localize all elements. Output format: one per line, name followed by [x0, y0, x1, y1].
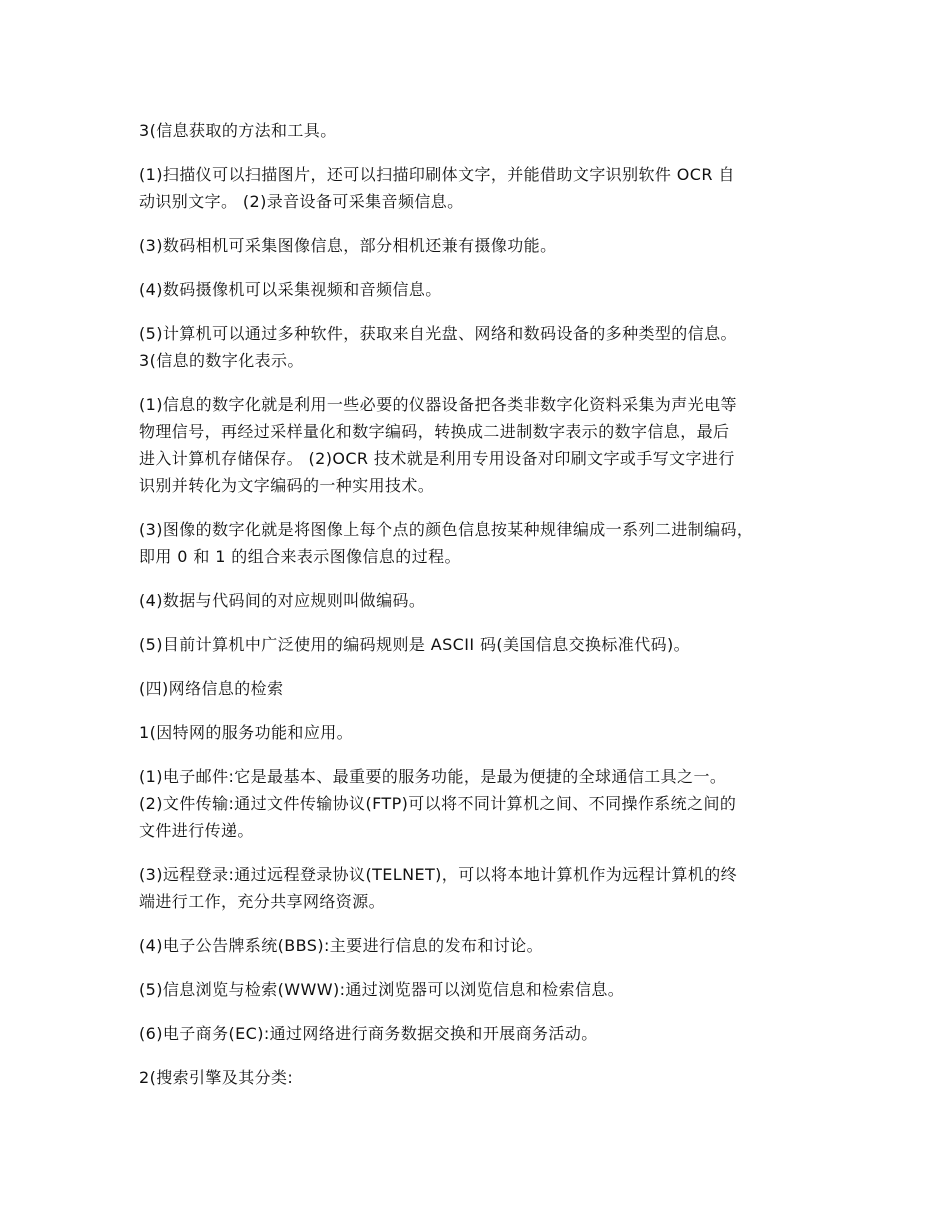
paragraph: [139, 763, 829, 844]
text-line: (3)图像的数字化就是将图像上每个点的颜色信息按某种规律编成一系列二进制编码，: [139, 520, 754, 539]
paragraph: [139, 861, 829, 915]
text-line: (1)扫描仪可以扫描图片，还可以扫描印刷体文字，并能借助文字识别软件 OCR 自: [139, 165, 735, 184]
text-line: (6)电子商务(EC):通过网络进行商务数据交换和开展商务活动。: [139, 1024, 598, 1043]
paragraph: [139, 631, 829, 658]
text-line: (1)电子邮件:它是最基本、最重要的服务功能，是最为便捷的全球通信工具之一。: [139, 767, 727, 786]
paragraph: [139, 932, 829, 959]
text-line: (5)信息浏览与检索(WWW):通过浏览器可以浏览信息和检索信息。: [139, 980, 625, 999]
text-line: 1(因特网的服务功能和应用。: [139, 723, 354, 742]
text-line: 即用 0 和 1 的组合来表示图像信息的过程。: [139, 547, 461, 566]
paragraph: [139, 232, 829, 259]
text-line: (3)远程登录:通过远程登录协议(TELNET)，可以将本地计算机作为远程计算机的终: [139, 865, 737, 884]
paragraph: [139, 117, 829, 144]
text-line: 物理信号，再经过采样量化和数字编码，转换成二进制数字表示的数字信息，最后: [139, 422, 730, 441]
text-line: 进入计算机存储保存。 (2)OCR 技术就是利用专用设备对印刷文字或手写文字进行: [139, 449, 735, 468]
text-line: (4)数码摄像机可以采集视频和音频信息。: [139, 280, 442, 299]
text-line: (四)网络信息的检索: [139, 679, 284, 698]
paragraph: [139, 276, 829, 303]
paragraph: [139, 161, 829, 215]
text-line: 2(搜索引擎及其分类:: [139, 1068, 294, 1087]
paragraph: [139, 1064, 829, 1091]
paragraph: [139, 320, 829, 374]
paragraph: [139, 391, 829, 499]
section-heading: [139, 675, 829, 702]
paragraph: [139, 719, 829, 746]
text-line: 3(信息的数字化表示。: [139, 351, 304, 370]
text-line: 识别并转化为文字编码的一种实用技术。: [139, 476, 435, 495]
paragraph: [139, 1020, 829, 1047]
paragraph: [139, 976, 829, 1003]
text-line: 文件进行传递。: [139, 821, 254, 840]
paragraph: [139, 587, 829, 614]
text-line: (2)文件传输:通过文件传输协议(FTP)可以将不同计算机之间、不同操作系统之间的: [139, 794, 737, 813]
text-line: 3(信息获取的方法和工具。: [139, 121, 337, 140]
text-line: (4)数据与代码间的对应规则叫做编码。: [139, 591, 426, 610]
text-line: (5)计算机可以通过多种软件，获取来自光盘、网络和数码设备的多种类型的信息。: [139, 324, 737, 343]
paragraph: [139, 516, 829, 570]
text-line: (4)电子公告牌系统(BBS):主要进行信息的发布和讨论。: [139, 936, 543, 955]
text-line: 动识别文字。 (2)录音设备可采集音频信息。: [139, 192, 464, 211]
text-line: 端进行工作，充分共享网络资源。: [139, 892, 386, 911]
document-body: [139, 117, 829, 1091]
text-line: (3)数码相机可采集图像信息，部分相机还兼有摄像功能。: [139, 236, 557, 255]
text-line: (5)目前计算机中广泛使用的编码规则是 ASCII 码(美国信息交换标准代码)。: [139, 635, 691, 654]
text-line: (1)信息的数字化就是利用一些必要的仪器设备把各类非数字化资料采集为声光电等: [139, 395, 737, 414]
